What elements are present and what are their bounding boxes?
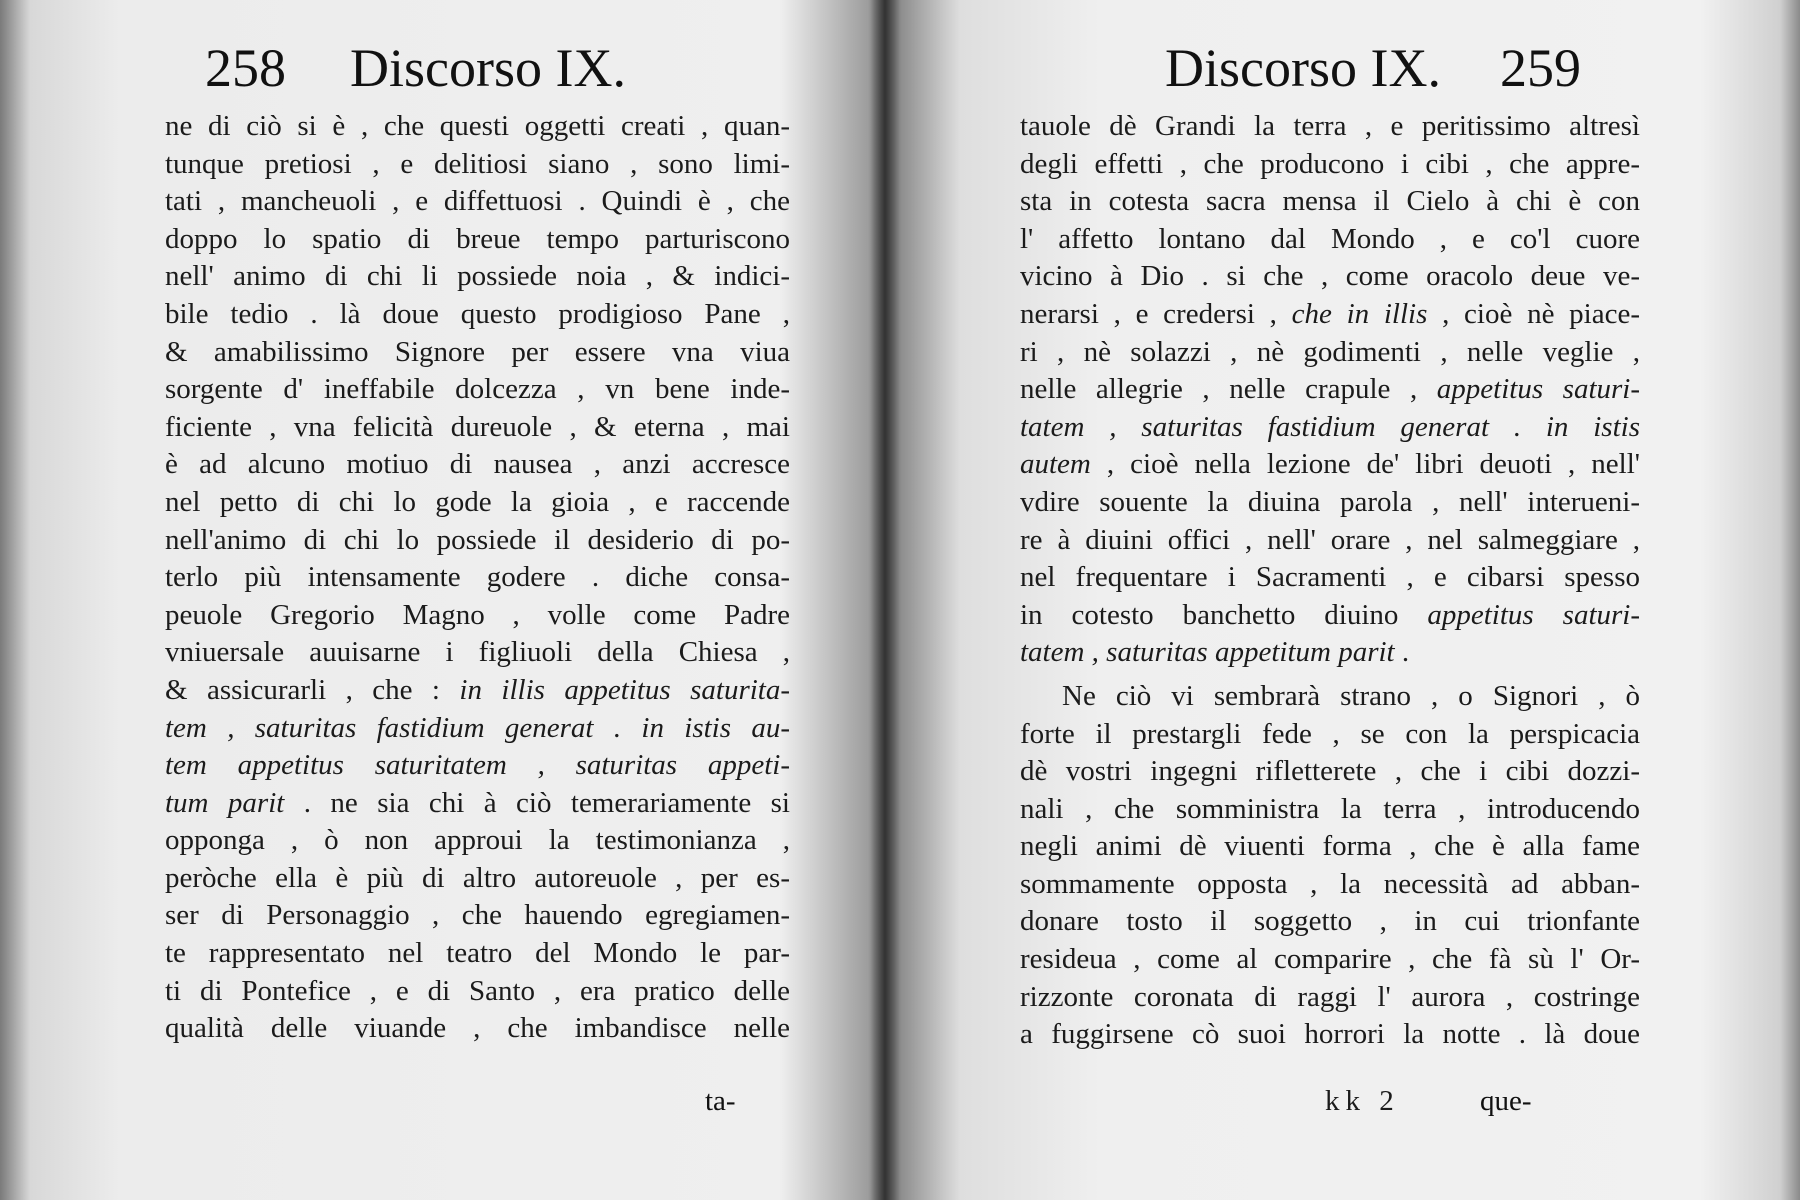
text-segment: in cotesto banchetto diuino	[1020, 598, 1428, 631]
text-segment: tunque pretiosi , e delitiosi siano , sono limi-	[165, 147, 790, 180]
text-line	[1020, 559, 1640, 597]
text-line	[165, 146, 790, 184]
text-segment: vniuersale auuisarne i figliuoli della Chiesa ,	[165, 636, 790, 669]
latin-quotation: tem , saturitas fastidium generat . in istis au-	[165, 711, 790, 744]
text-segment: doppo lo spatio di breue tempo parturiscono	[165, 222, 790, 255]
text-line	[1020, 146, 1640, 184]
text-line	[165, 822, 790, 860]
text-line	[165, 446, 790, 484]
text-line	[165, 747, 790, 785]
text-line	[165, 559, 790, 597]
text-segment: donare tosto il soggetto , in cui trionfante	[1020, 905, 1640, 938]
text-line	[1020, 446, 1640, 484]
text-segment: l' affetto lontano dal Mondo , e co'l cuore	[1020, 222, 1640, 255]
text-segment: peròche ella è più di altro autoreuole , per es-	[165, 861, 790, 894]
text-segment: & amabilissimo Signore per essere vna viua	[165, 335, 790, 368]
text-segment: tauole dè Grandi la terra , e peritissimo altresì	[1020, 110, 1640, 142]
text-line	[165, 183, 790, 221]
text-segment: re à diuini offici , nell' orare , nel salmeggiare ,	[1020, 523, 1640, 556]
latin-quotation: tatem , saturitas fastidium generat . in istis	[1020, 410, 1640, 443]
text-line	[1020, 866, 1640, 904]
right-page-number: 259	[1500, 38, 1581, 98]
text-segment: rizzonte coronata di raggi l' aurora , costringe	[1020, 980, 1640, 1013]
text-line	[165, 897, 790, 935]
text-segment: nel petto di chi lo gode la gioia , e raccende	[165, 485, 790, 518]
text-line	[1020, 979, 1640, 1017]
book-gutter	[870, 0, 900, 1200]
text-segment: vicino à Dio . si che , come oracolo deue ve-	[1020, 260, 1640, 293]
text-line	[1020, 678, 1640, 716]
right-running-title: Discorso IX.	[1165, 38, 1441, 98]
text-line	[165, 710, 790, 748]
right-running-head	[1000, 38, 1640, 98]
text-line	[1020, 903, 1640, 941]
left-body-text	[165, 108, 790, 1048]
text-line	[165, 371, 790, 409]
left-page	[150, 0, 790, 1200]
text-segment: nell'animo di chi lo possiede il desiderio di po-	[165, 523, 790, 556]
text-line	[165, 973, 790, 1011]
text-segment: te rappresentato nel teatro del Mondo le par-	[165, 937, 790, 970]
text-line	[1020, 258, 1640, 296]
text-segment: nel frequentare i Sacramenti , e cibarsi spesso	[1020, 561, 1640, 594]
text-line	[165, 860, 790, 898]
text-segment: nell' animo di chi li possiede noia , & indici-	[165, 260, 790, 293]
text-line	[165, 1010, 790, 1048]
text-line	[1020, 409, 1640, 447]
text-segment: degli effetti , che producono i cibi , che appre-	[1020, 147, 1640, 180]
text-line	[1020, 371, 1640, 409]
text-line	[1020, 296, 1640, 334]
text-line	[1020, 183, 1640, 221]
text-line	[165, 672, 790, 710]
text-segment: forte il prestargli fede , se con la perspicacia	[1020, 717, 1640, 750]
text-segment: dè vostri ingegni rifletterete , che i cibi dozzi-	[1020, 755, 1640, 788]
text-line	[165, 258, 790, 296]
right-page	[1000, 0, 1640, 1200]
text-line	[165, 484, 790, 522]
text-segment: Ne ciò vi sembrarà strano , o Signori , ò	[1062, 679, 1640, 712]
right-catchword: que-	[1480, 1085, 1532, 1117]
text-segment: .	[1394, 636, 1410, 669]
text-segment: ne di ciò si è , che questi oggetti creati , quan-	[165, 110, 790, 142]
latin-quotation: tem appetitus saturitatem , saturitas appeti-	[165, 749, 790, 782]
text-segment: terlo più intensamente godere . diche consa-	[165, 561, 790, 594]
text-segment: , cioè nella lezione de' libri deuoti , nell'	[1090, 448, 1640, 481]
text-line	[1020, 334, 1640, 372]
text-segment: negli animi dè viuenti forma , che è alla fame	[1020, 830, 1640, 863]
text-line	[1020, 753, 1640, 791]
text-segment: qualità delle viuande , che imbandisce nelle	[165, 1012, 790, 1045]
text-line	[1020, 597, 1640, 635]
text-segment: resideua , come al comparire , che fà sù l' Or-	[1020, 943, 1640, 976]
text-segment: opponga , ò non approui la testimonianza ,	[165, 824, 790, 857]
text-segment: vdire souente la diuina parola , nell' interueni-	[1020, 485, 1640, 518]
text-line	[1020, 1016, 1640, 1054]
text-line	[165, 334, 790, 372]
latin-quotation: appetitus saturi-	[1427, 598, 1640, 631]
latin-quotation: che in illis	[1291, 297, 1428, 330]
right-body-text	[1020, 108, 1640, 1054]
text-line	[1020, 221, 1640, 259]
left-running-head	[150, 38, 790, 98]
text-line	[1020, 108, 1640, 146]
text-line	[165, 409, 790, 447]
latin-quotation: tum parit	[165, 786, 285, 819]
text-line	[165, 597, 790, 635]
text-line	[1020, 941, 1640, 979]
text-segment: a fuggirsene cò suoi horrori la notte . là doue	[1020, 1018, 1640, 1051]
text-segment: , cioè nè piace-	[1427, 297, 1640, 330]
text-segment: è ad alcuno motiuo di nausea , anzi accresce	[165, 448, 790, 481]
text-line	[165, 935, 790, 973]
text-line	[1020, 791, 1640, 829]
text-segment: sommamente opposta , la necessità ad abban-	[1020, 867, 1640, 900]
text-segment: nerarsi , e credersi ,	[1020, 297, 1292, 330]
text-line	[165, 296, 790, 334]
text-segment: & assicurarli , che :	[165, 673, 460, 706]
signature-mark: kk 2	[1325, 1085, 1400, 1117]
text-line	[1020, 484, 1640, 522]
text-line	[165, 634, 790, 672]
latin-quotation: in illis appetitus saturita-	[459, 673, 790, 706]
text-segment: nelle allegrie , nelle crapule ,	[1020, 373, 1437, 406]
text-segment: peuole Gregorio Magno , volle come Padre	[165, 598, 790, 631]
text-segment: nali , che somministra la terra , introducendo	[1020, 792, 1640, 825]
text-line	[165, 221, 790, 259]
latin-quotation: autem	[1020, 448, 1091, 481]
text-segment: ri , nè solazzi , nè godimenti , nelle veglie ,	[1020, 335, 1640, 368]
text-line	[165, 785, 790, 823]
text-line	[165, 522, 790, 560]
text-segment: sorgente d' ineffabile dolcezza , vn bene inde-	[165, 373, 790, 406]
text-line	[1020, 634, 1640, 672]
latin-quotation: appetitus saturi-	[1436, 373, 1640, 406]
text-segment: bile tedio . là doue questo prodigioso Pane ,	[165, 297, 790, 330]
text-segment: sta in cotesta sacra mensa il Cielo à chi è con	[1020, 185, 1640, 218]
text-segment: . ne sia chi à ciò temerariamente si	[284, 786, 790, 819]
text-segment: ti di Pontefice , e di Santo , era pratico delle	[165, 974, 790, 1007]
left-running-title: Discorso IX.	[350, 38, 626, 98]
text-line	[1020, 828, 1640, 866]
left-page-number: 258	[205, 38, 286, 98]
text-line	[1020, 716, 1640, 754]
text-segment: ser di Personaggio , che hauendo egregiamen-	[165, 899, 790, 932]
text-segment: tati , mancheuoli , e diffettuosi . Quindi è , che	[165, 185, 790, 218]
text-segment: ficiente , vna felicità dureuole , & eterna , mai	[165, 410, 790, 443]
text-line	[1020, 522, 1640, 560]
text-line	[165, 108, 790, 146]
latin-quotation: tatem , saturitas appetitum parit	[1020, 636, 1395, 669]
left-catchword: ta-	[705, 1085, 736, 1117]
